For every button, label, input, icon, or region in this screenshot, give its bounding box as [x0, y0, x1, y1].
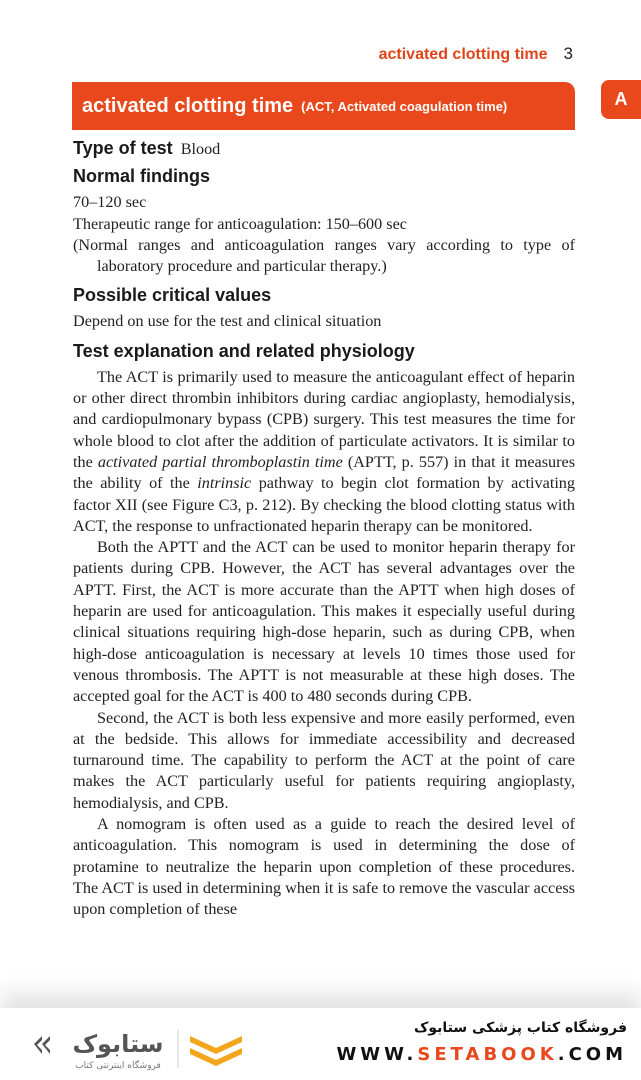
setabook-logo	[28, 1026, 248, 1072]
entry-title-banner	[72, 82, 575, 130]
explanation-paragraph-1	[73, 367, 575, 537]
page-number: 3	[563, 44, 573, 63]
entry-title: activated clotting time	[82, 94, 294, 117]
thumb-index-tab: A	[601, 80, 641, 119]
type-of-test-heading: Type of test	[73, 138, 173, 158]
p1-text-b: (APTT, p. 557) in that it measures the ability of the	[73, 452, 576, 493]
chevron-logo-mark	[34, 1036, 42, 1054]
explanation-paragraph-4: A nomogram is often used as a guide to reach the desired level of anticoagulation. This nomogram is used in determining the dose of protamine to neutralize the heparin upon completion of these procedures. The ACT is used in determining when it is safe to remove the vascular access upon completion of these	[73, 815, 575, 919]
store-url[interactable]: WWW.SETABOOK.COM	[336, 1044, 627, 1065]
normal-range-line: 70–120 sec	[73, 193, 147, 212]
p1-text-c: pathway to begin clot formation by activating factor XII (see Figure C3, p. 212). By checking the blood clotting status with ACT, the response to unfractionated heparin therapy can be monitored.	[73, 474, 575, 535]
therapeutic-range-line: Therapeutic range for anticoagulation: 150–600 sec	[73, 214, 407, 233]
running-head	[379, 44, 573, 64]
p1-italic-intrinsic: intrinsic	[197, 474, 252, 493]
logo-text: ستابوک	[72, 1030, 164, 1058]
critical-values-heading: Possible critical values	[73, 285, 272, 306]
running-head-title: activated clotting time	[378, 46, 548, 63]
store-footer	[0, 1008, 641, 1080]
entry-subtitle: (ACT, Activated coagulation time)	[301, 98, 508, 114]
normal-findings-heading: Normal findings	[73, 166, 211, 187]
url-brand: SETABOOK	[417, 1044, 558, 1065]
critical-values-text: Depend on use for the test and clinical situation	[73, 312, 382, 331]
type-of-test-value: Blood	[180, 140, 221, 158]
page-body	[73, 138, 575, 921]
type-of-test-row	[73, 138, 575, 160]
store-name: فروشگاه کتاب پزشکی ستابوک	[414, 1020, 627, 1036]
p1-italic-term: activated partial thromboplastin time	[97, 452, 343, 471]
range-note: (Normal ranges and anticoagulation ranges vary according to type of laboratory procedure and particular therapy.)	[73, 235, 575, 276]
book-chevron-icon	[190, 1036, 242, 1054]
explanation-heading: Test explanation and related physiology	[73, 340, 415, 361]
explanation-paragraph-3: Second, the ACT is both less expensive and more easily performed, even at the bedside. This allows for immediate accessibility and decreased turnaround time. The capability to perform the ACT at the point of care makes the ACT particularly useful for patients requiring angioplasty, hemodialysis, and CPB.	[73, 708, 575, 812]
p1-text-a: The ACT is primarily used to measure the anticoagulant effect of heparin or other direct thrombin inhibitors during cardiac angioplasty, hemodialysis, and cardiopulmonary bypass (CPB) surgery. This test measures the time for whole blood to clot after the addition of particulate activators. It is similar to the	[73, 367, 575, 471]
explanation-paragraph-2: Both the APTT and the ACT can be used to monitor heparin therapy for patients during CPB. However, the ACT has several advantages over the APTT. First, the ACT is more accurate than the APTT when high doses of heparin are used for anticoagulation. This makes it especially useful during clinical situations requiring high-dose heparin, such as during CPB, when high-dose anticoagulation is necessary at levels 10 times those used for venous thrombosis. The APTT is not measurable at these high doses. The accepted goal for the ACT is 400 to 480 seconds during CPB.	[73, 538, 575, 706]
footer-store-info	[336, 1020, 627, 1065]
logo-tagline: فروشگاه اینترنتی کتاب	[75, 1061, 161, 1071]
